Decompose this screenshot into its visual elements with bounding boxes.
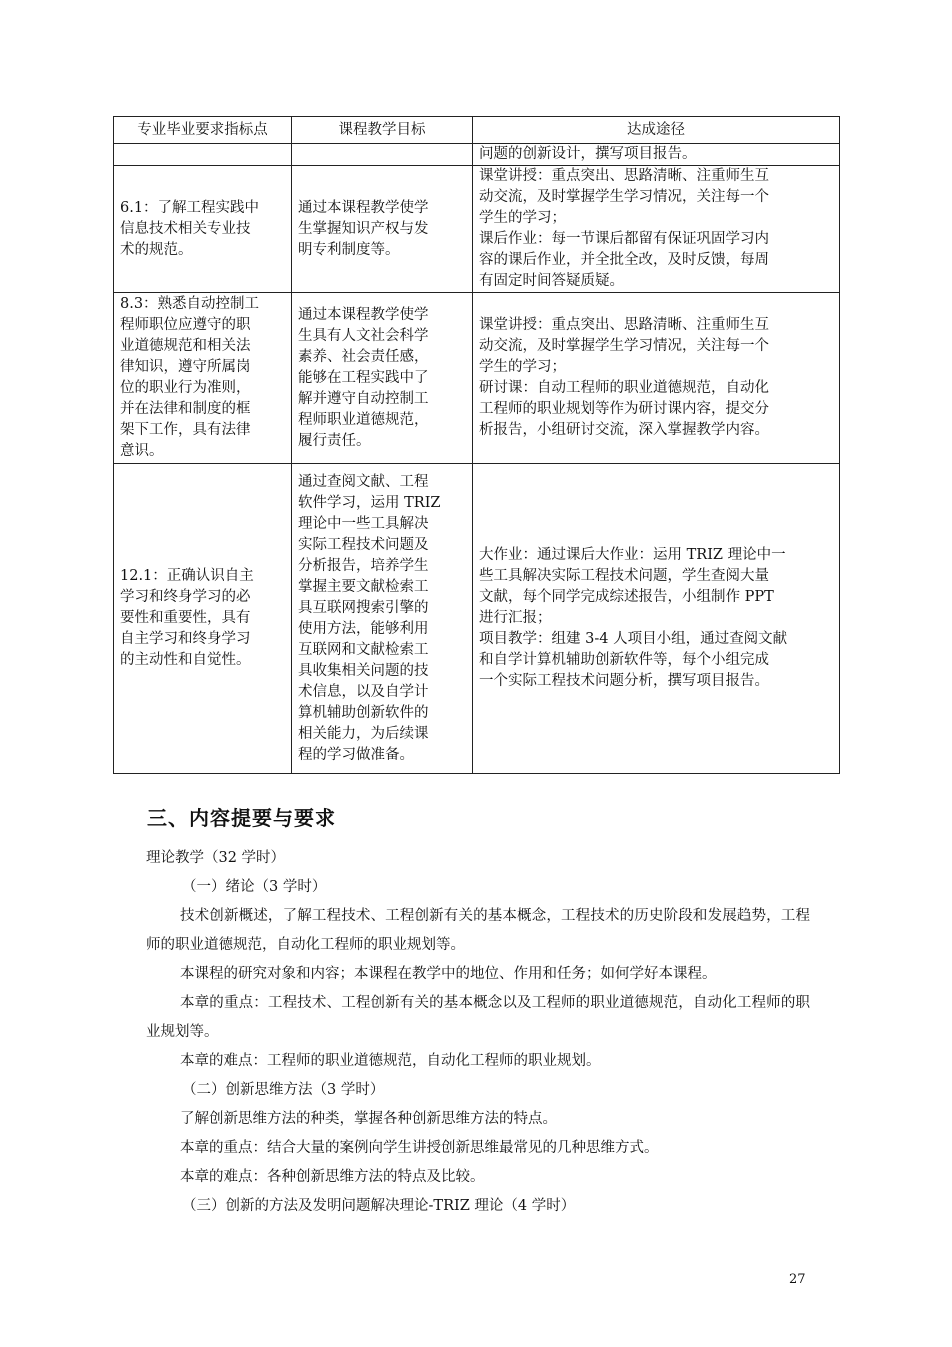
goal-cell-line: 理论中一些工具解决 — [298, 515, 429, 532]
goal-cell-line: 明专利制度等。 — [298, 241, 400, 258]
goal-cell-line: 软件学习，运用 TRIZ — [298, 494, 441, 511]
indicator-cell-line: 业道德规范和相关法 — [120, 338, 251, 354]
goal-cell-line: 具收集相关问题的技 — [298, 662, 429, 679]
goal-cell-line: 解并遵守自动控制工 — [298, 390, 429, 407]
paragraph: 本章的重点：结合大量的案例向学生讲授创新思维最常见的几种思维方式。 — [180, 1140, 659, 1156]
paragraph: （三）创新的方法及发明问题解决理论-TRIZ 理论（4 学时） — [182, 1198, 576, 1214]
goal-cell-line: 相关能力，为后续课 — [298, 725, 429, 742]
approach-cell-line: 动交流，及时掌握学生学习情况，关注每一个 — [479, 189, 769, 205]
goal-cell-line: 使用方法，能够利用 — [298, 620, 429, 637]
approach-cell-line: 大作业：通过课后大作业：运用 TRIZ 理论中一 — [479, 547, 786, 563]
indicator-cell-line: 自主学习和终身学习 — [120, 631, 251, 647]
goal-cell-line: 生具有人文社会科学 — [298, 327, 429, 344]
indicator-cell — [114, 166, 292, 293]
approach-cell-line: 学生的学习； — [479, 359, 566, 375]
goal-cell-line: 能够在工程实践中了 — [298, 369, 429, 386]
indicator-cell-line: 程师职位应遵守的职 — [120, 317, 251, 333]
approach-cell-line: 学生的学习； — [479, 210, 566, 226]
approach-cell-line: 文献，每个同学完成综述报告，小组制作 PPT — [479, 589, 774, 605]
goal-cell-line: 实际工程技术问题及 — [298, 536, 429, 553]
approach-cell-line: 析报告，小组研讨交流，深入掌握教学内容。 — [479, 422, 769, 438]
paragraph: （二）创新思维方法（3 学时） — [182, 1082, 385, 1098]
goal-cell-line: 通过查阅文献、工程 — [298, 473, 429, 490]
table-header-row — [114, 117, 840, 144]
requirements-table — [113, 116, 840, 774]
paragraph: 本章的难点：工程师的职业道德规范，自动化工程师的职业规划。 — [180, 1053, 601, 1069]
goal-cell-line: 算机辅助创新软件的 — [298, 704, 429, 721]
header-indicator: 专业毕业要求指标点 — [114, 117, 292, 144]
indicator-cell-line: 意识。 — [120, 443, 164, 459]
goal-cell-line: 程师职业道德规范， — [298, 411, 429, 428]
indicator-cell-line: 信息技术相关专业技 — [120, 220, 251, 237]
table-row — [114, 166, 840, 293]
paragraph: 了解创新思维方法的种类，掌握各种创新思维方法的特点。 — [180, 1111, 557, 1127]
goal-cell-line: 互联网和文献检索工 — [298, 641, 429, 658]
approach-cell-line: 课后作业：每一节课后都留有保证巩固学习内 — [479, 231, 769, 247]
indicator-cell — [114, 144, 292, 166]
goal-cell-line: 分析报告，培养学生 — [298, 557, 429, 574]
goal-cell-line: 通过本课程教学使学 — [298, 199, 429, 216]
paragraph: （一）绪论（3 学时） — [182, 879, 327, 895]
paragraph: 本课程的研究对象和内容；本课程在教学中的地位、作用和任务；如何学好本课程。 — [180, 966, 717, 982]
approach-cell-line: 些工具解决实际工程技术问题，学生查阅大量 — [479, 568, 769, 584]
goal-cell — [292, 144, 473, 166]
approach-cell-line: 项目教学：组建 3-4 人项目小组，通过查阅文献 — [479, 631, 788, 647]
goal-cell-line: 术信息，以及自学计 — [298, 683, 429, 700]
indicator-cell-line: 架下工作，具有法律 — [120, 422, 251, 438]
approach-cell-line: 一个实际工程技术问题分析，撰写项目报告。 — [479, 673, 769, 689]
content-body — [146, 844, 810, 1221]
table-row — [114, 293, 840, 464]
indicator-cell — [114, 464, 292, 774]
paragraph: 技术创新概述，了解工程技术、工程创新有关的基本概念，工程技术的历史阶段和发展趋势，工程师的职业道德规范，自动化工程师的职业规划等。 — [146, 908, 810, 953]
paragraph: 理论教学（32 学时） — [146, 850, 286, 866]
indicator-cell-line: 8.3：熟悉自动控制工 — [120, 296, 260, 312]
table-row — [114, 464, 840, 774]
indicator-cell-line: 术的规范。 — [120, 241, 193, 258]
goal-cell-line: 程的学习做准备。 — [298, 746, 414, 763]
indicator-cell-line: 12.1：正确认识自主 — [120, 568, 254, 584]
indicator-cell-line: 学习和终身学习的必 — [120, 589, 251, 605]
approach-cell — [473, 144, 840, 166]
approach-cell-line: 课堂讲授：重点突出、思路清晰、注重师生互 — [479, 168, 769, 184]
indicator-cell-line: 的主动性和自觉性。 — [120, 652, 251, 668]
indicator-cell — [114, 293, 292, 464]
indicator-cell-line: 律知识，遵守所属岗 — [120, 359, 251, 375]
goal-cell-line: 通过本课程教学使学 — [298, 306, 429, 323]
approach-cell-line: 容的课后作业，并全批全改，及时反馈，每周 — [479, 252, 769, 268]
table-row — [114, 144, 840, 166]
approach-cell-line: 问题的创新设计，撰写项目报告。 — [479, 146, 697, 162]
goal-cell — [292, 293, 473, 464]
paragraph: 本章的难点：各种创新思维方法的特点及比较。 — [180, 1169, 485, 1185]
goal-cell-line: 具互联网搜索引擎的 — [298, 599, 429, 616]
approach-cell-line: 工程师的职业规划等作为研讨课内容，提交分 — [479, 401, 769, 417]
goal-cell — [292, 464, 473, 774]
approach-cell-line: 课堂讲授：重点突出、思路清晰、注重师生互 — [479, 317, 769, 333]
approach-cell-line: 有固定时间答疑质疑。 — [479, 273, 624, 289]
approach-cell-line: 进行汇报； — [479, 610, 552, 626]
approach-cell — [473, 166, 840, 293]
approach-cell-line: 研讨课：自动工程师的职业道德规范，自动化 — [479, 380, 769, 396]
section-title: 三、内容提要与要求 — [147, 806, 336, 830]
page-number: 27 — [789, 1272, 806, 1287]
goal-cell-line: 生掌握知识产权与发 — [298, 220, 429, 237]
header-goal: 课程教学目标 — [292, 117, 473, 144]
indicator-cell-line: 并在法律和制度的框 — [120, 401, 251, 417]
approach-cell-line: 和自学计算机辅助创新软件等，每个小组完成 — [479, 652, 769, 668]
indicator-cell-line: 6.1：了解工程实践中 — [120, 199, 260, 216]
approach-cell — [473, 464, 840, 774]
approach-cell — [473, 293, 840, 464]
paragraph: 本章的重点：工程技术、工程创新有关的基本概念以及工程师的职业道德规范，自动化工程师的职业规划等。 — [146, 995, 810, 1040]
table-body — [114, 144, 840, 774]
goal-cell — [292, 166, 473, 293]
goal-cell-line: 掌握主要文献检索工 — [298, 578, 429, 595]
indicator-cell-line: 要性和重要性，具有 — [120, 610, 251, 626]
indicator-cell-line: 位的职业行为准则， — [120, 380, 251, 396]
header-approach: 达成途径 — [473, 117, 840, 144]
goal-cell-line: 履行责任。 — [298, 432, 371, 449]
approach-cell-line: 动交流，及时掌握学生学习情况，关注每一个 — [479, 338, 769, 354]
goal-cell-line: 素养、社会责任感， — [298, 348, 429, 365]
